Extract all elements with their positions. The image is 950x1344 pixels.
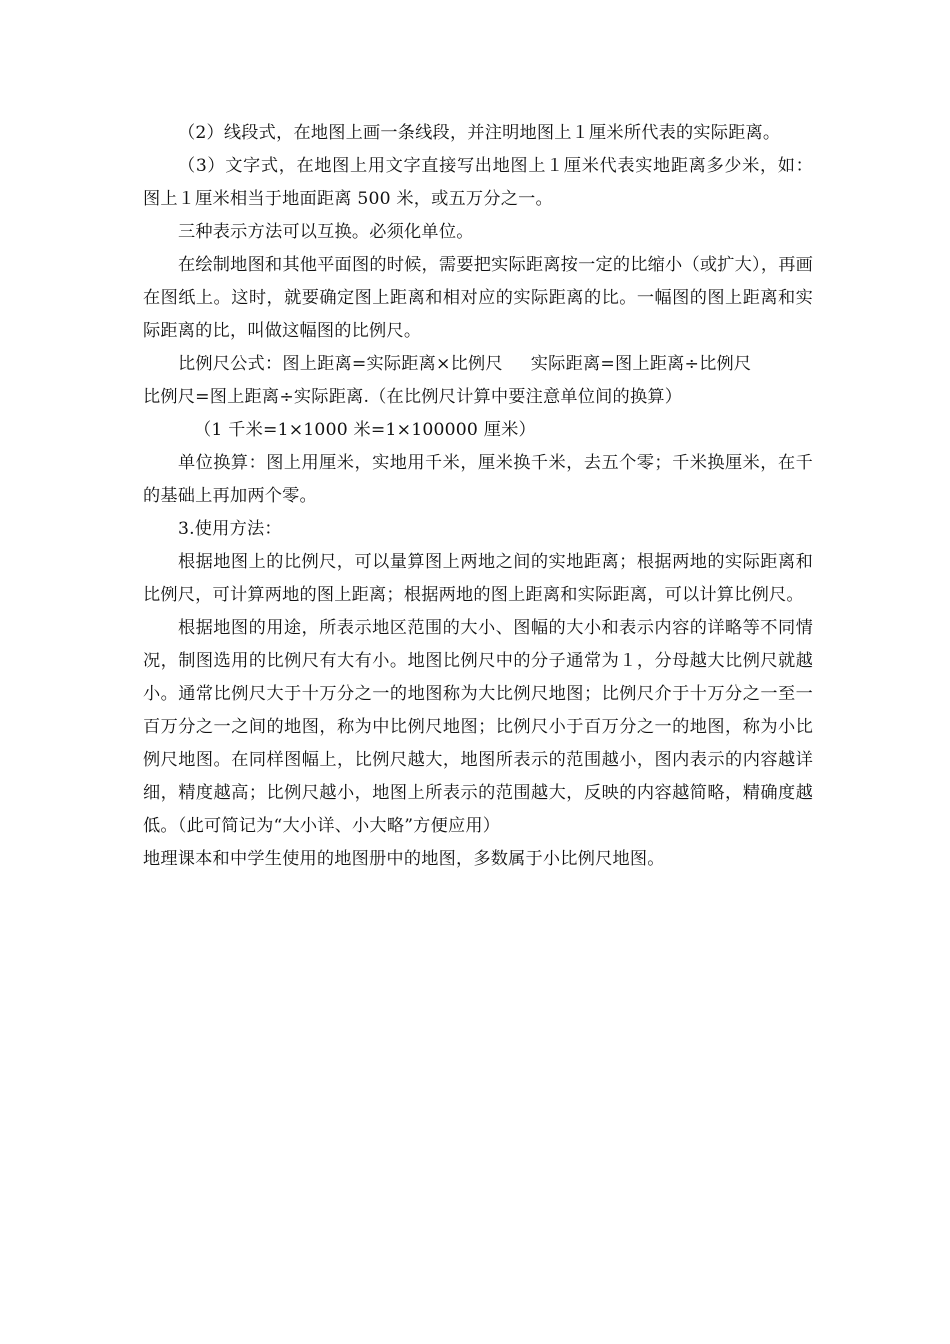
- document-body: [143, 117, 813, 876]
- paragraph-scale-formula: [143, 348, 813, 381]
- formula-actual-distance: 实际距离=图上距离÷比例尺: [530, 354, 752, 374]
- paragraph-usage-method: 根据地图上的比例尺，可以量算图上两地之间的实地距离；根据两地的实际距离和比例尺，可计算两地的图上距离；根据两地的图上距离和实际距离，可以计算比例尺。: [143, 552, 813, 605]
- section-heading-usage: 3.使用方法：: [178, 519, 282, 539]
- paragraph-scale-formula-ratio: 比例尺=图上距离÷实际距离.（在比例尺计算中要注意单位间的换算）: [143, 387, 683, 407]
- paragraph-text-scale: （3）文字式，在地图上用文字直接写出地图上１厘米代表实地距离多少米，如：图上１厘米相当于地面距离 500 米，或五万分之一。: [143, 156, 813, 209]
- paragraph-textbook-maps: 地理课本和中学生使用的地图册中的地图，多数属于小比例尺地图。: [143, 849, 665, 869]
- paragraph-scale-size-classification: 根据地图的用途，所表示地区范围的大小、图幅的大小和表示内容的详略等不同情况，制图选用的比例尺有大有小。地图比例尺中的分子通常为１，分母越大比例尺就越小。通常比例尺大于十万分之一的地图称为大比例尺地图；比例尺介于十万分之一至一百万分之一之间的地图，称为中比例尺地图；比例尺小于百万分之一的地图，称为小比例尺地图。在同样图幅上，比例尺越大，地图所表示的范围越小，图内表示的内容越详细，精度越高；比例尺越小，地图上所表示的范围越大，反映的内容越简略，精确度越低。（此可简记为“大小详、小大略”方便应用）: [143, 618, 813, 836]
- paragraph-unit-conversion: 单位换算：图上用厘米，实地用千米，厘米换千米，去五个零；千米换厘米，在千的基础上再加两个零。: [143, 453, 813, 506]
- paragraph-line-segment-scale: （2）线段式，在地图上画一条线段，并注明地图上１厘米所代表的实际距离。: [178, 123, 781, 143]
- paragraph-unit-equivalence: （1 千米=1×1000 米=1×100000 厘米）: [194, 420, 536, 440]
- formula-map-distance: 比例尺公式：图上距离=实际距离×比例尺: [178, 354, 503, 374]
- paragraph-conversion-note: 三种表示方法可以互换。必须化单位。: [178, 222, 474, 242]
- paragraph-scale-definition: 在绘制地图和其他平面图的时候，需要把实际距离按一定的比缩小（或扩大），再画在图纸上。这时，就要确定图上距离和相对应的实际距离的比。一幅图的图上距离和实际距离的比，叫做这幅图的比例尺。: [143, 255, 813, 341]
